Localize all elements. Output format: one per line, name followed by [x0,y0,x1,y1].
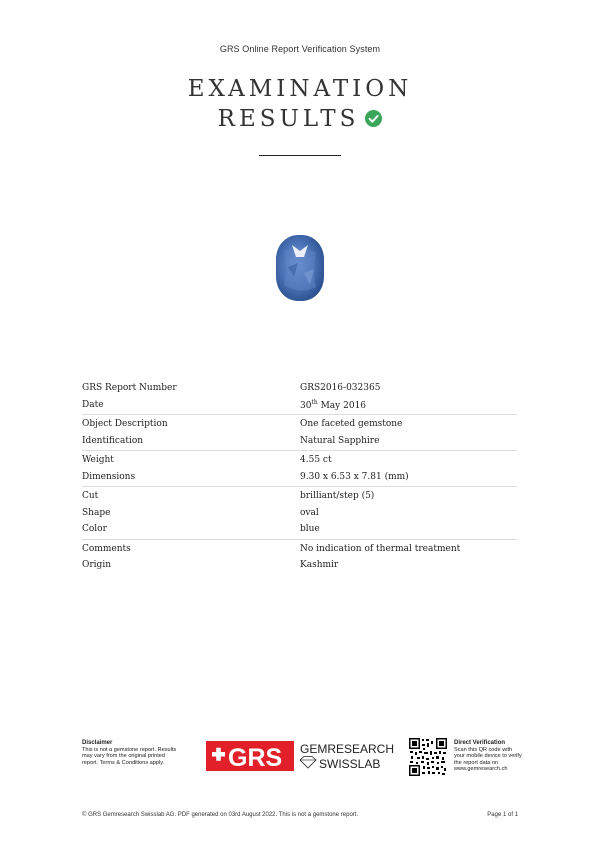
disclaimer-title: Disclaimer [82,740,113,746]
disclaimer-text: This is not a gemstone report. Results may vary from the original printed report. Terms & Conditions apply. [82,746,177,766]
result-value: No indication of thermal treatment [300,543,461,554]
logo-line1: GEMRESEARCH [300,742,395,756]
result-row [82,380,517,397]
result-row [82,557,517,574]
verify-text: Scan this QR code with your mobile device to verify the report data on www.gemresearch.ch [454,746,522,773]
direct-verification [454,740,524,773]
result-value [300,399,517,411]
result-label: Cut [82,491,99,502]
result-row [82,469,517,486]
result-label: Object Description [82,419,168,430]
results-group [82,540,517,575]
result-value: Natural Sapphire [300,435,380,446]
result-label: Weight [82,455,114,466]
result-label: Shape [82,507,111,518]
logo-grs-text: GRS [228,744,283,771]
result-value: One faceted gemstone [300,419,403,430]
result-label: Identification [82,435,144,446]
result-value: brilliant/step (5) [300,491,375,502]
result-label: Comments [82,543,131,554]
result-row [82,521,517,538]
top-caption: GRS Online Report Verification System [219,44,381,54]
result-label: Date [82,399,104,410]
title-divider [259,155,341,156]
diamond-icon [300,757,316,769]
result-value: Kashmir [300,560,339,571]
page-number: Page 1 of 1 [487,812,518,818]
disclaimer [82,740,182,766]
results-group [82,379,517,415]
page-footer [82,812,518,818]
result-value: blue [300,524,320,535]
logo-line2: SWISSLAB [319,757,381,771]
result-value: GRS2016-032365 [300,383,381,394]
page-title-line2 [0,106,600,132]
result-row [82,397,517,414]
result-value: 9.30 x 6.53 x 7.81 (mm) [300,471,409,482]
result-row [82,452,517,469]
qr-code-icon [408,737,448,777]
result-label: GRS Report Number [82,383,177,394]
result-row [82,541,517,558]
footer-block [82,740,522,780]
result-row [82,505,517,522]
result-row [82,488,517,505]
result-value: 4.55 ct [300,455,332,466]
result-value: oval [300,507,319,518]
results-group [82,415,517,451]
date-rest: May 2016 [317,400,367,411]
date-day: 30 [300,400,312,411]
date-suffix: th [311,398,318,406]
results-table [82,379,517,575]
copyright-text: © GRS Gemresearch Swisslab AG. PDF generated on 03rd August 2022. This is not a gemstone report. [82,812,359,818]
page-title-line1: EXAMINATION [187,76,413,102]
verify-title: Direct Verification [454,740,506,746]
page-title-line2-text: RESULTS [217,106,360,132]
result-row [82,416,517,433]
result-label: Origin [82,560,111,571]
gemstone-image [274,233,326,308]
grs-logo [206,741,412,771]
result-label: Color [82,524,107,535]
result-label: Dimensions [82,471,136,482]
result-row [82,433,517,450]
results-group [82,451,517,487]
results-group [82,487,517,540]
check-circle-icon [365,110,382,127]
